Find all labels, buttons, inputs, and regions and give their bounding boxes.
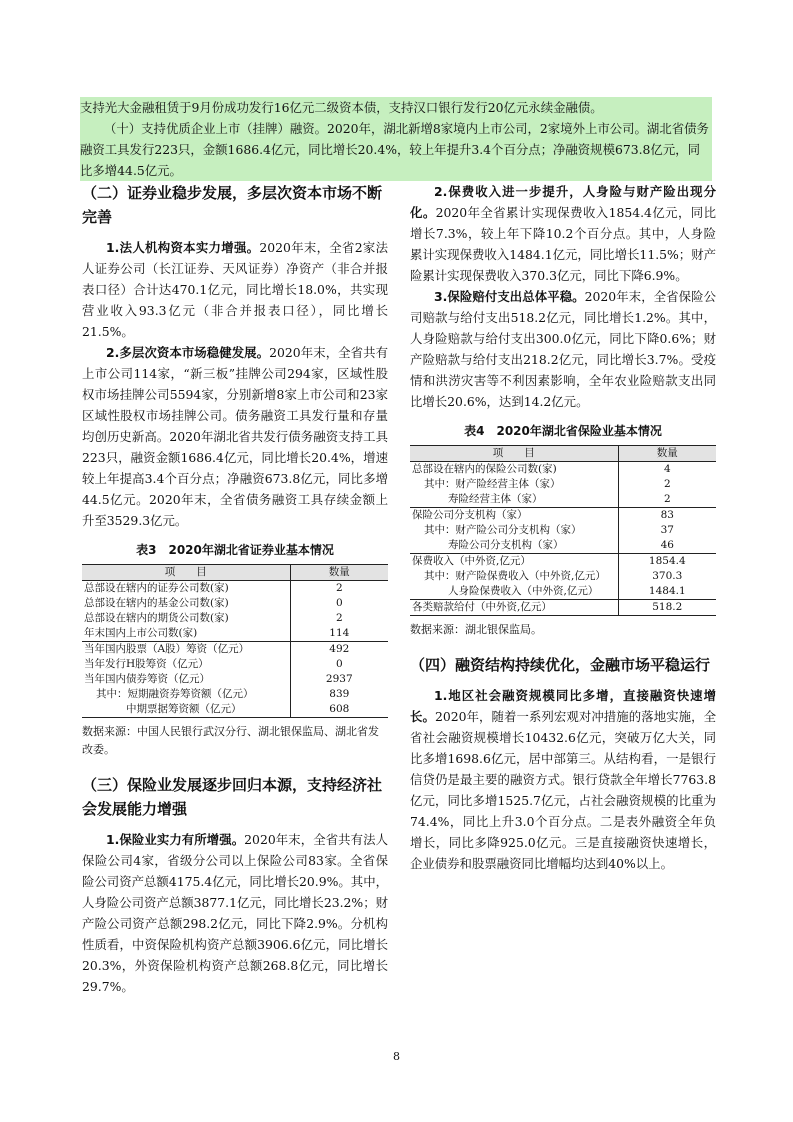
row-label: 其中：短期融资券筹资额（亿元） (96, 688, 254, 700)
paragraph-text: 2020年末，全省共有法人保险公司4家，省级分公司以上保险公司83家。全省保险公司资产总额4175.4亿元，同比增长20.9%。其中，人身险公司资产总额3877.1亿元，同比增长23.2%；财产险公司资产总额298.2亿元，同比下降2.9%。分机构性质看，中资保险机构资产总额3906.6亿元，同比增长20.3%，外资保险机构资产总额268.8亿元，同比增长29.7%。 (82, 832, 388, 994)
table-row (410, 477, 716, 492)
row-label: 总部设在辖内的基金公司数(家) (84, 597, 229, 609)
page-number: 8 (393, 1050, 400, 1063)
section-heading-insurance: （三）保险业发展逐步回归本源，支持经济社会发展能力增强 (82, 776, 383, 818)
row-label: 寿险公司分支机构（家） (448, 539, 564, 551)
paragraph-text: 2020年末，全省共有上市公司114家，“新三板”挂牌公司294家，区域性股权市场挂牌公司5594家，分别新增8家上市公司和23家区域性股权市场挂牌公司。债务融资工具发行量和存量均创历史新高。2020年湖北省共发行债务融资支持工具223只，融资金额1686.4亿元，同比增长20.4%，增速较上年提高3.4个百分点；净融资673.8亿元，同比多增44.5亿元。2020年末，全省债务融资工具存续金额上升至3529.3亿元。 (82, 345, 388, 528)
top-paragraph: （十）支持优质企业上市（挂牌）融资。2020年，湖北新增8家境内上市公司，2家境外上市公司。湖北省债务融资工具发行223只，金额1686.4亿元，同比增长20.4%，较上年提升3.4个百分点；净融资规模673.8亿元，同比多增44.5亿元。 (80, 121, 709, 178)
table-row (410, 538, 716, 554)
paragraph-text: 2020年全省累计实现保费收入1854.4亿元，同比增长7.3%，较上年下降10.2个百分点。其中，人身险累计实现保费收入1484.1亿元，同比增长11.5%；财产险累计实现保费收入370.3亿元，同比下降6.9%。 (410, 205, 717, 283)
row-label: 总部设在辖内的保险公司数(家) (412, 463, 557, 475)
top-line: 支持光大金融租赁于9月份成功发行16亿元二级资本债，支持汉口银行发行20亿元永续金融债。 (80, 100, 603, 115)
paragraph-capital-market (82, 342, 388, 531)
paragraph-lead: 2.多层次资本市场稳健发展。 (106, 345, 270, 360)
row-value: 83 (618, 508, 716, 524)
paragraph-insurance-strength (82, 829, 388, 997)
row-value: 2 (618, 492, 716, 508)
row-value: 37 (618, 523, 716, 538)
row-value: 4 (618, 462, 716, 478)
table-row (82, 596, 388, 611)
row-value: 2937 (290, 672, 388, 687)
paragraph-premium-income (410, 181, 716, 286)
table-row (410, 554, 716, 570)
row-label: 其中：财产险经营主体（家） (424, 478, 561, 490)
paragraph-insurance-payout (410, 286, 716, 412)
table4-col-item: 项 目 (410, 446, 618, 462)
paragraph-securities-capital (82, 237, 388, 342)
paragraph-text: 2020年末，全省2家法人证券公司（长江证券、天风证券）净资产（非合并报表口径）合计达470.1亿元，同比增长18.0%，共实现营业收入93.3亿元（非合并报表口径），同比增长21.5%。 (82, 240, 388, 339)
row-label: 寿险经营主体（家） (448, 493, 543, 505)
highlighted-paragraph (80, 97, 712, 181)
table-row (82, 611, 388, 626)
row-value: 114 (290, 626, 388, 642)
table-row (410, 569, 716, 584)
table-row (82, 626, 388, 642)
row-value: 608 (290, 702, 388, 718)
table-row (82, 702, 388, 718)
table-row (410, 600, 716, 616)
table-row (410, 523, 716, 538)
paragraph-text: 2020年，随着一系列宏观对冲措施的落地实施，全省社会融资规模增长10432.6亿元，突破万亿大关，同比多增1698.6亿元，居中部第三。从结构看，一是银行信贷仍是最主要的融资方式。银行贷款全年增长7763.8亿元，同比多增1525.7亿元，占社会融资规模的比重为74.4%，同比上升3.0个百分点。二是表外融资全年负增长，同比多降925.0亿元。三是直接融资快速增长，企业债券和股票融资同比增幅均达到40%以上。 (410, 709, 716, 871)
row-value: 518.2 (618, 600, 716, 616)
table-row (410, 584, 716, 600)
paragraph-lead: 1.保险业实力有所增强。 (106, 832, 245, 847)
row-label: 总部设在辖内的期货公司数(家) (84, 612, 229, 624)
row-label: 当年国内债券筹资（亿元） (84, 673, 210, 685)
row-label: 总部设在辖内的证券公司数(家) (84, 582, 229, 594)
row-value: 492 (290, 642, 388, 658)
row-label: 当年国内股票（A股）筹资（亿元） (82, 642, 290, 658)
row-label: 中期票据筹资额（亿元） (82, 702, 290, 718)
table4-col-qty: 数量 (618, 446, 716, 462)
row-label: 人身险保费收入（中外资,亿元） (448, 585, 599, 597)
table3-caption: 表3 2020年湖北省证券业基本情况 (136, 543, 334, 557)
paragraph-lead: 1.法人机构资本实力增强。 (106, 240, 260, 255)
table-row (410, 462, 716, 478)
row-value: 2 (290, 611, 388, 626)
row-value: 46 (618, 538, 716, 554)
paragraph-lead: 3.保险赔付支出总体平稳。 (434, 289, 585, 304)
table3-source: 数据来源：中国人民银行武汉分行、湖北银保监局、湖北省发改委。 (82, 725, 379, 756)
table3-col-qty: 数量 (290, 565, 388, 581)
paragraph-text: 2020年末，全省保险公司赔款与给付支出518.2亿元，同比增长1.2%。其中，人身险赔款与给付支出300.0亿元，同比下降0.6%；财产险赔款与给付支出218.2亿元，同比增长3.7%。受疫情和洪涝灾害等不利因素影响，全年农业险赔款支出同比增长20.6%，达到14.2亿元。 (410, 289, 716, 409)
table-row (410, 492, 716, 508)
row-label: 其中：财产险公司分支机构（家） (424, 524, 582, 536)
table4-insurance (410, 445, 716, 616)
row-value: 1854.4 (618, 554, 716, 570)
row-value: 2 (290, 581, 388, 597)
table-row (82, 672, 388, 687)
table-row (82, 642, 388, 658)
table4-source: 数据来源：湖北银保监局。 (410, 623, 542, 636)
row-label: 其中：财产险保费收入（中外资,亿元） (424, 570, 606, 582)
row-label: 当年发行H股筹资（亿元） (84, 658, 209, 670)
paragraph-lead: 2.保费收入进一步提升，人身险与财产险出现分化。 (410, 184, 716, 220)
row-label: 保险公司分支机构（家） (410, 508, 618, 524)
table4-caption: 表4 2020年湖北省保险业基本情况 (464, 424, 662, 438)
row-label: 各类赔款给付（中外资,亿元） (410, 600, 618, 616)
paragraph-lead: 1.地区社会融资规模同比多增，直接融资快速增长。 (410, 688, 716, 724)
paragraph-social-financing (410, 685, 716, 874)
row-value: 0 (290, 596, 388, 611)
row-value: 370.3 (618, 569, 716, 584)
row-label: 保费收入（中外资,亿元） (410, 554, 618, 570)
row-value: 0 (290, 657, 388, 672)
table-row (410, 508, 716, 524)
row-value: 839 (290, 687, 388, 702)
left-column (82, 181, 388, 997)
table3-securities (82, 564, 388, 718)
section-heading-securities: （二）证券业稳步发展，多层次资本市场不断完善 (82, 184, 383, 226)
row-value: 1484.1 (618, 584, 716, 600)
section-heading-financing: （四）融资结构持续优化，金融市场平稳运行 (410, 656, 711, 674)
row-value: 2 (618, 477, 716, 492)
table-row (82, 657, 388, 672)
table3-col-item: 项 目 (82, 565, 290, 581)
table-row (82, 581, 388, 597)
row-label: 年末国内上市公司数(家) (84, 627, 198, 639)
table-row (82, 687, 388, 702)
right-column (410, 181, 716, 874)
